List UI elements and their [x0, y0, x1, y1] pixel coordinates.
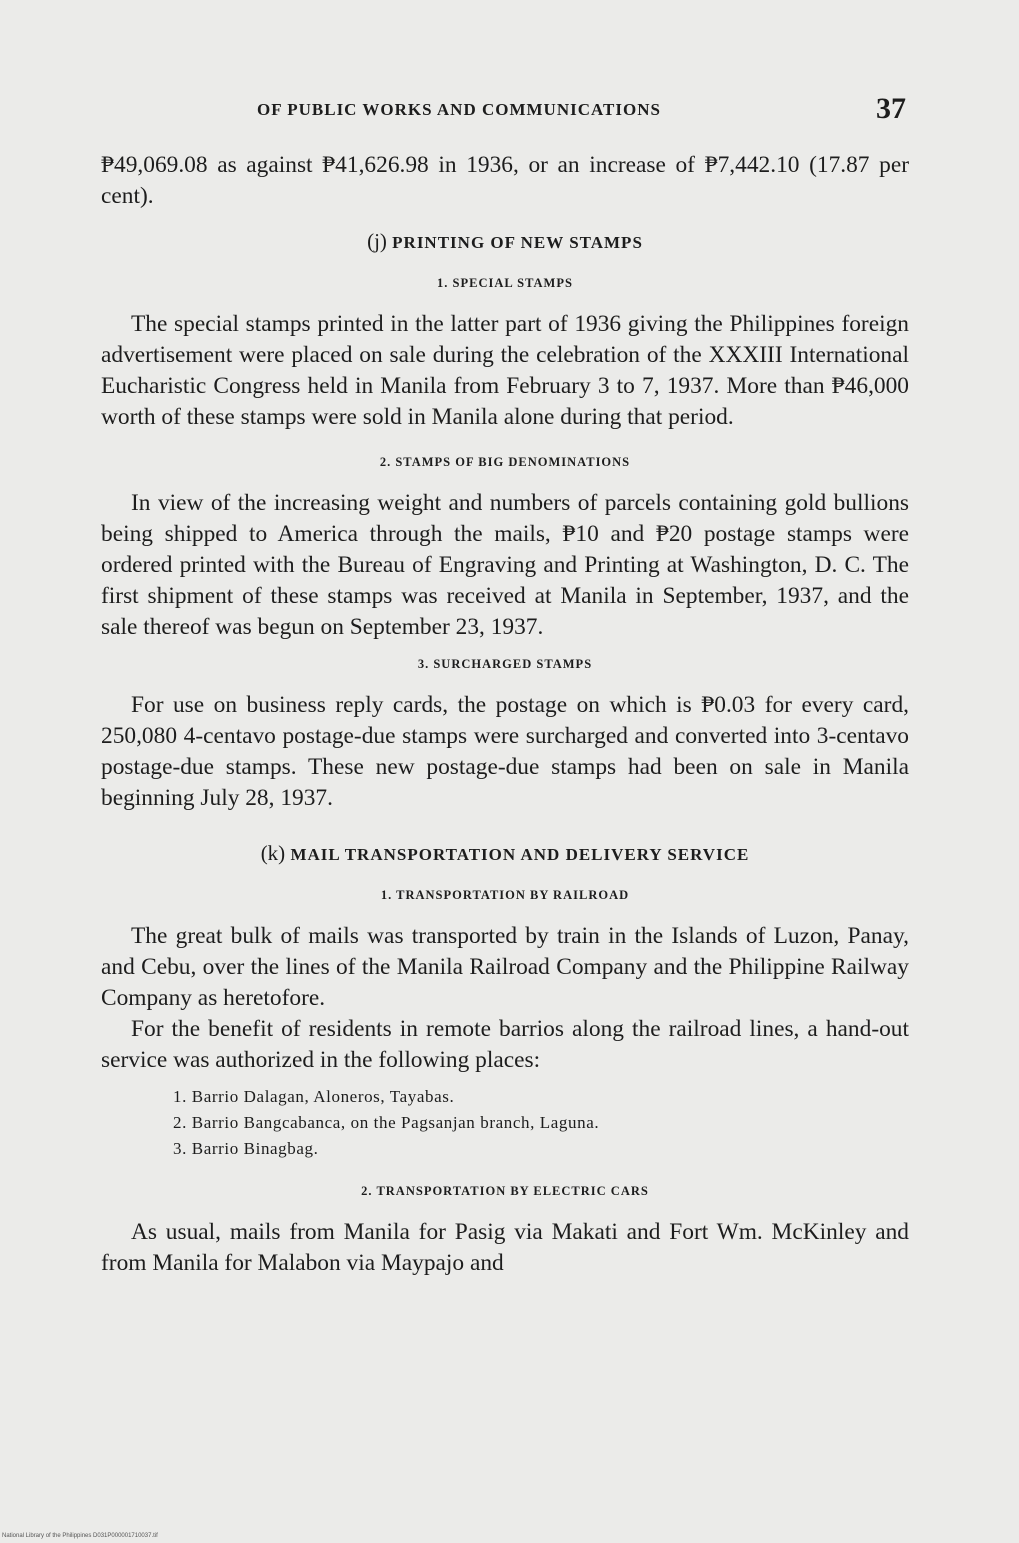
paragraph: For use on business reply cards, the postage on which is ₱0.03 for every card, 250,080 4-centavo postage-due stamps were surcharged and converted into 3-centavo postage-due stamps. These new postage-due stamps had been on sale in Manila beginning July 28, 1937.	[101, 692, 909, 811]
paragraph: As usual, mails from Manila for Pasig via Makati and Fort Wm. McKinley and from Manila for Malabon via Maypajo and	[101, 1219, 909, 1276]
subsection-heading: 2. TRANSPORTATION BY ELECTRIC CARS	[361, 1184, 649, 1198]
subsection-heading: 3. SURCHARGED STAMPS	[417, 657, 593, 671]
section-letter: (j)	[367, 229, 387, 253]
list-item: 2. Barrio Bangcabanca, on the Pagsanjan branch, Laguna.	[173, 1113, 600, 1132]
section-title: PRINTING OF NEW STAMPS	[392, 233, 643, 252]
running-head: OF PUBLIC WORKS AND COMMUNICATIONS	[257, 100, 661, 119]
section-letter: (k)	[260, 841, 286, 865]
subsection-heading: 1. SPECIAL STAMPS	[437, 276, 573, 290]
body-text	[101, 150, 909, 1279]
section-heading-j	[101, 226, 909, 258]
page-number: 37	[876, 92, 906, 125]
paragraph: The special stamps printed in the latter part of 1936 giving the Philippines foreign advertisement were placed on sale during the celebration of the XXXIII International Eucharistic Congress held in Manila from February 3 to 7, 1937. More than ₱46,000 worth of these stamps were sold in Manila alone during that period.	[101, 311, 909, 430]
page-header	[100, 92, 908, 130]
intro-paragraph: ₱49,069.08 as against ₱41,626.98 in 1936, or an increase of ₱7,442.10 (17.87 per cent).	[101, 152, 909, 209]
places-list	[101, 1084, 909, 1162]
section-title: MAIL TRANSPORTATION AND DELIVERY SERVICE	[290, 845, 750, 864]
paragraph: For the benefit of residents in remote barrios along the railroad lines, a hand-out service was authorized in the following places:	[101, 1016, 909, 1073]
list-item: 1. Barrio Dalagan, Aloneros, Tayabas.	[173, 1087, 455, 1106]
section-heading-k	[101, 838, 909, 870]
subsection-heading: 2. STAMPS OF BIG DENOMINATIONS	[379, 455, 631, 469]
paragraph: The great bulk of mails was transported by train in the Islands of Luzon, Panay, and Cebu, over the lines of the Manila Railroad Company and the Philippine Railway Company as heretofore.	[101, 923, 909, 1011]
list-item: 3. Barrio Binagbag.	[173, 1139, 319, 1158]
paragraph: In view of the increasing weight and numbers of parcels containing gold bullions being shipped to America through the mails, ₱10 and ₱20 postage stamps were ordered printed with the Bureau of Engraving and Printing at Washington, D. C. The first shipment of these stamps was received at Manila in September, 1937, and the sale thereof was begun on September 23, 1937.	[101, 490, 909, 640]
scan-credit: National Library of the Philippines D031P000001710037.tif	[2, 1533, 158, 1539]
subsection-heading: 1. TRANSPORTATION BY RAILROAD	[380, 888, 630, 902]
